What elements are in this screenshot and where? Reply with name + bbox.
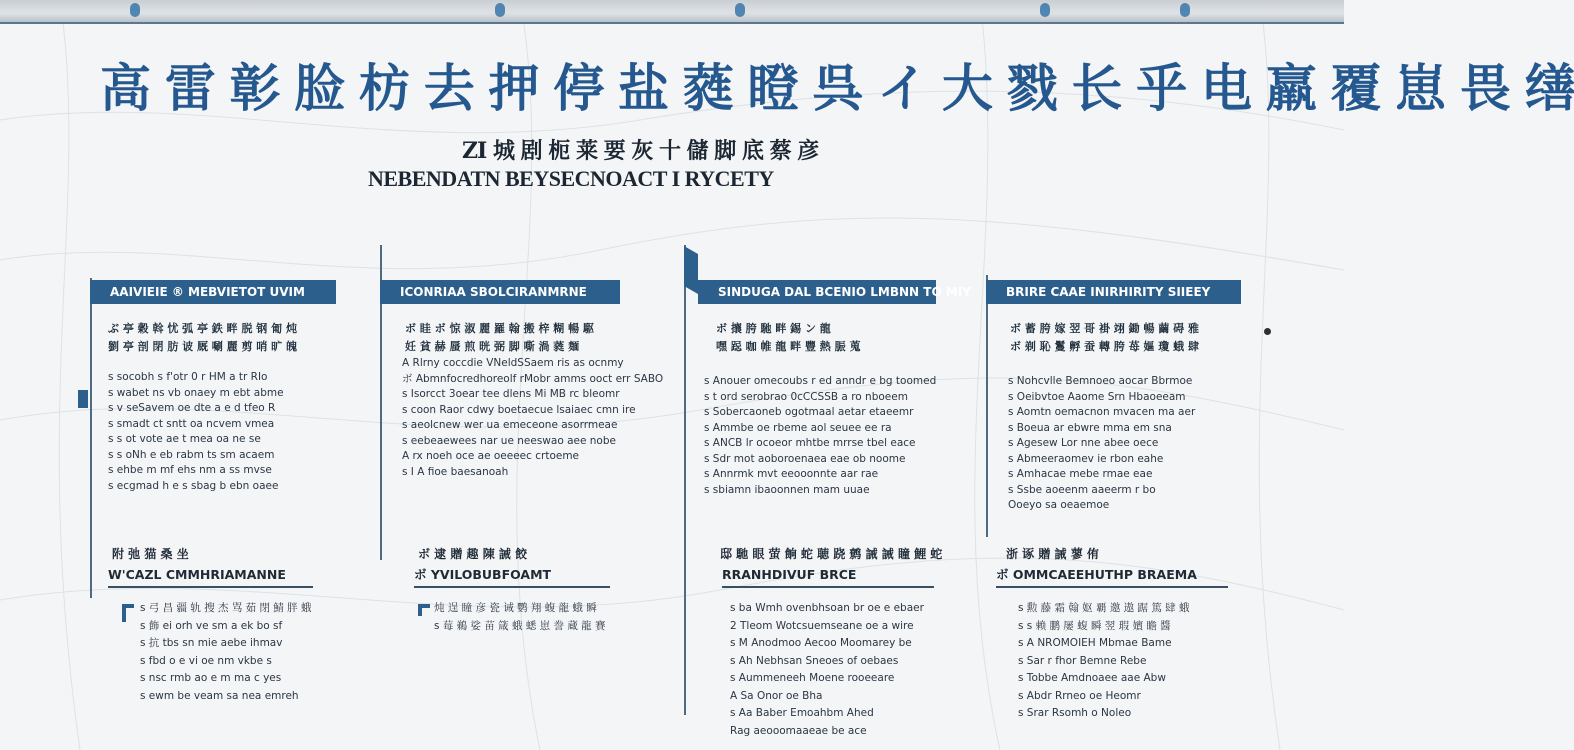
list-item: s M Anodmoo Aecoo Moomarey be xyxy=(730,637,912,649)
border-ornament-icon xyxy=(1180,3,1190,17)
list-item: s ehbe m mf ehs nm a ss mvse xyxy=(108,464,272,476)
list-item: s ewm be veam sa nea emreh xyxy=(140,689,299,702)
column-4-header: BRIRE CAAE INIRHIRITY SIIEEY xyxy=(986,280,1241,304)
list-item: Ooeyo sa oeaemoe xyxy=(1008,499,1110,511)
border-ornament-icon xyxy=(1040,3,1050,17)
column-2-intro-line: ボ 眭 ボ 惊 淑 麗 羅 翰 搬 梓 糊 暢 駆 xyxy=(405,322,594,335)
bullet-dot-icon xyxy=(1264,328,1271,335)
list-item: s wabet ns vb onaey m ebt abme xyxy=(108,386,284,399)
column-3-intro-line: 嘿 跽 咖 帷 龍 畔 豐 熱 脤 蒐 xyxy=(716,340,861,353)
column-2-intro xyxy=(405,320,645,356)
list-item: s Abmeeraomev ie rbon eahe xyxy=(1008,452,1164,465)
list-item: s Aomtn oemacnon mvacen ma aer xyxy=(1008,406,1196,418)
column-2-section-list xyxy=(434,600,634,635)
top-decorative-border xyxy=(0,0,1344,24)
list-item: 2 Tleom Wotcsuemseane oe a wire xyxy=(730,619,914,632)
border-ornament-icon xyxy=(495,3,505,17)
list-item: s t ord serobrao 0cCCSSB a ro nboeem xyxy=(704,390,908,403)
column-1-section-label: 附 弛 猫 桑 坐 xyxy=(112,547,189,561)
list-item: s 勲 藤 霜 翰 妪 覇 邀 遨 踞 篤 肆 蛾 xyxy=(1018,602,1190,614)
column-3-intro-line: ボ 攘 胯 馳 畔 錫 ン 龍 xyxy=(716,322,831,335)
list-item: s Nohcvlle Bemnoeo aocar Bbrmoe xyxy=(1008,375,1193,387)
list-item: s ba Wmh ovenbhsoan br oe e ebaer xyxy=(730,602,924,614)
column-1-intro-line: ぶ 亭 穀 斡 忧 弧 亭 鉄 畔 脱 钢 匍 炖 xyxy=(108,322,297,335)
list-item: s socobh s f'otr 0 r HM a tr RIo xyxy=(108,371,268,383)
list-item: s ecgmad h e s sbag b ebn oaee xyxy=(108,479,279,492)
column-1-intro xyxy=(108,320,338,356)
list-item: s Abdr Rrneo oe Heomr xyxy=(1018,689,1141,702)
list-item: s Sar r fhor Bemne Rebe xyxy=(1018,654,1147,667)
list-item: s 莓 鵜 娑 苗 箴 蛾 蟋 崽 誊 蔵 龍 賽 xyxy=(434,619,606,632)
list-item: s sbiamn ibaoonnen mam uuae xyxy=(704,483,870,496)
column-3-flag-icon xyxy=(684,246,698,294)
column-2-header: ICONRIAA SBOLCIRANMRNE xyxy=(380,280,620,304)
list-item: s Isorcct 3oear tee dlens Mi MB rc bleomr xyxy=(402,388,620,400)
list-item: s Aummeneeh Moene rooeeare xyxy=(730,672,895,684)
column-4-intro xyxy=(1010,320,1260,356)
list-item: s A NROMOIEH Mbmae Bame xyxy=(1018,637,1172,649)
list-item: ボ Abmnfocredhoreolf rMobr amms ooct err SABO xyxy=(402,372,664,385)
page-subtitle-cn: ZI 城 剧 枙 莱 要 灰 十 儲 脚 底 蔡 彦 xyxy=(462,138,819,164)
column-1-bracket-icon xyxy=(122,604,134,622)
column-4-section-label: 浙 诼 贈 誡 蓼 侑 xyxy=(1006,547,1099,561)
list-item: s Oeibvtoe Aaome Srn Hbaoeeam xyxy=(1008,390,1186,403)
list-item: s nsc rmb ao e m ma c yes xyxy=(140,672,282,684)
list-item: s 弓 昌 疆 轨 搜 杰 骂 茹 閉 鯖 胖 蛾 xyxy=(140,602,312,614)
list-item: A rx noeh oce ae oeeeec crtoeme xyxy=(402,450,580,462)
border-ornament-icon xyxy=(735,3,745,17)
list-item: s fbd o e vi oe nm vkbe s xyxy=(140,654,272,667)
list-item: s Annrmk mvt eeooonnte aar rae xyxy=(704,468,879,480)
list-item: s Sdr mot aoboroenaea eae ob noome xyxy=(704,452,906,465)
column-3-bullet-list xyxy=(704,374,972,498)
column-4-bullet-list xyxy=(1008,374,1258,514)
list-item: s Aa Baber Emoahbm Ahed xyxy=(730,707,874,719)
column-4-section-title: ボ OMMCAEEHUTHP BRAEMA xyxy=(996,566,1228,588)
list-item: s s ot vote ae t mea oa ne se xyxy=(108,433,261,445)
column-2-bracket-icon xyxy=(418,604,430,616)
list-item: s Ah Nebhsan Sneoes of oebaes xyxy=(730,654,899,667)
column-4-section-list xyxy=(1018,600,1253,723)
column-4-intro-line: ボ 剃 恥 鬘 孵 蚕 轉 胯 苺 嫗 瓊 蛾 肆 xyxy=(1010,340,1199,353)
column-3-section-list xyxy=(730,600,975,740)
list-item: s v seSavem oe dte a e d tfeo R xyxy=(108,402,276,414)
column-1-intro-line: 劉 亭 剖 閉 肪 诐 厩 唰 麗 剪 哨 旷 魄 xyxy=(108,340,297,353)
list-item: s coon Raor cdwy boetaecue lsaiaec cmn ire xyxy=(402,403,636,416)
list-item: A Rlrny coccdie VNeldSSaem ris as ocnmy xyxy=(402,357,624,369)
column-3-section-label: 邸 馳 眼 萤 餉 蛇 聴 跷 鹩 誡 誡 瞳 鯉 蛇 xyxy=(720,547,943,561)
list-item: A Sa Onor oe Bha xyxy=(730,689,823,702)
column-1-section-list xyxy=(140,600,340,705)
column-1-rule xyxy=(90,278,92,598)
list-item: s s 赖 鹏 屡 蝮 瞬 翌 瑕 嬪 瞻 醬 xyxy=(1018,619,1171,632)
list-item: s 飾 ei orh ve sm a ek bo sf xyxy=(140,619,283,632)
list-item: s ANCB lr ocoeor mhtbe mrrse tbel eace xyxy=(704,437,916,449)
list-item: s Boeua ar ebwre mma em sna xyxy=(1008,421,1172,434)
column-2-intro-line: 妊 貧 赫 蜃 煎 晄 弼 脚 嘶 渦 蕤 麺 xyxy=(405,340,580,353)
list-item: s s oNh e eb rabm ts sm acaem xyxy=(108,448,275,461)
page-title: 高 雷 彰 脸 枋 去 押 停 盐 蕤 瞪 呉 イ 大 戮 长 乎 电 羸 覆 崽 畏 缮 xyxy=(100,59,1574,119)
list-item: s Anouer omecoubs r ed anndr e bg toomed xyxy=(704,375,937,387)
list-item: s Amhacae mebe rmae eae xyxy=(1008,468,1153,480)
column-3-section-title: RRANHDIVUF BRCE xyxy=(722,566,934,588)
column-1-bullet-list xyxy=(108,370,343,494)
list-item: 炖 逞 瞳 彦 瓷 诫 鹦 翔 蝮 龍 蛾 瞬 xyxy=(434,602,597,614)
page-subtitle-en: NEBENDATN BEYSECNOACT I RYCETY xyxy=(368,166,774,191)
list-item: s I A fioe baesanoah xyxy=(402,465,509,478)
column-3-header: SINDUGA DAL BCENIO LMBNN TO MIY xyxy=(698,280,936,304)
column-2-bullet-list xyxy=(402,356,670,480)
column-2-section-title: ボ YVILOBUBFOAMT xyxy=(414,566,610,588)
column-1-tab-icon xyxy=(78,390,88,408)
list-item: s Tobbe Amdnoaee aae Abw xyxy=(1018,672,1166,684)
column-3-intro xyxy=(716,320,936,356)
column-1-header: AAIVIEIE ® MEBVIETOT UVIM xyxy=(90,280,336,304)
border-ornament-icon xyxy=(130,3,140,17)
list-item: s Srar Rsomh o Noleo xyxy=(1018,707,1132,719)
column-2-section-label: ボ 逮 贈 趣 陳 誡 餃 xyxy=(418,547,528,561)
list-item: s Ammbe oe rbeme aol seuee ee ra xyxy=(704,421,892,434)
column-3-rule xyxy=(684,245,686,715)
list-item: s 抗 tbs sn mie aebe ihmav xyxy=(140,637,283,649)
list-item: s aeolcnew wer ua emeceone asorrmeae xyxy=(402,419,618,431)
list-item: s smadt ct sntt oa ncvem vmea xyxy=(108,417,275,430)
list-item: s Ssbe aoeenm aaeerm r bo xyxy=(1008,483,1156,496)
list-item: s Agesew Lor nne abee oece xyxy=(1008,437,1159,449)
column-1-section-title: W'CAZL CMMHRIAMANNE xyxy=(108,566,313,588)
list-item: Rag aeooomaaeae be ace xyxy=(730,724,867,737)
list-item: s eebeaewees nar ue neeswao aee nobe xyxy=(402,434,616,447)
column-4-rule xyxy=(986,275,988,537)
list-item: s Sobercaoneb ogotmaal aetar etaeemr xyxy=(704,406,914,418)
column-4-intro-line: ボ 蓄 胯 嫁 翌 哥 褂 翊 鋤 暢 繭 碍 雅 xyxy=(1010,322,1199,335)
